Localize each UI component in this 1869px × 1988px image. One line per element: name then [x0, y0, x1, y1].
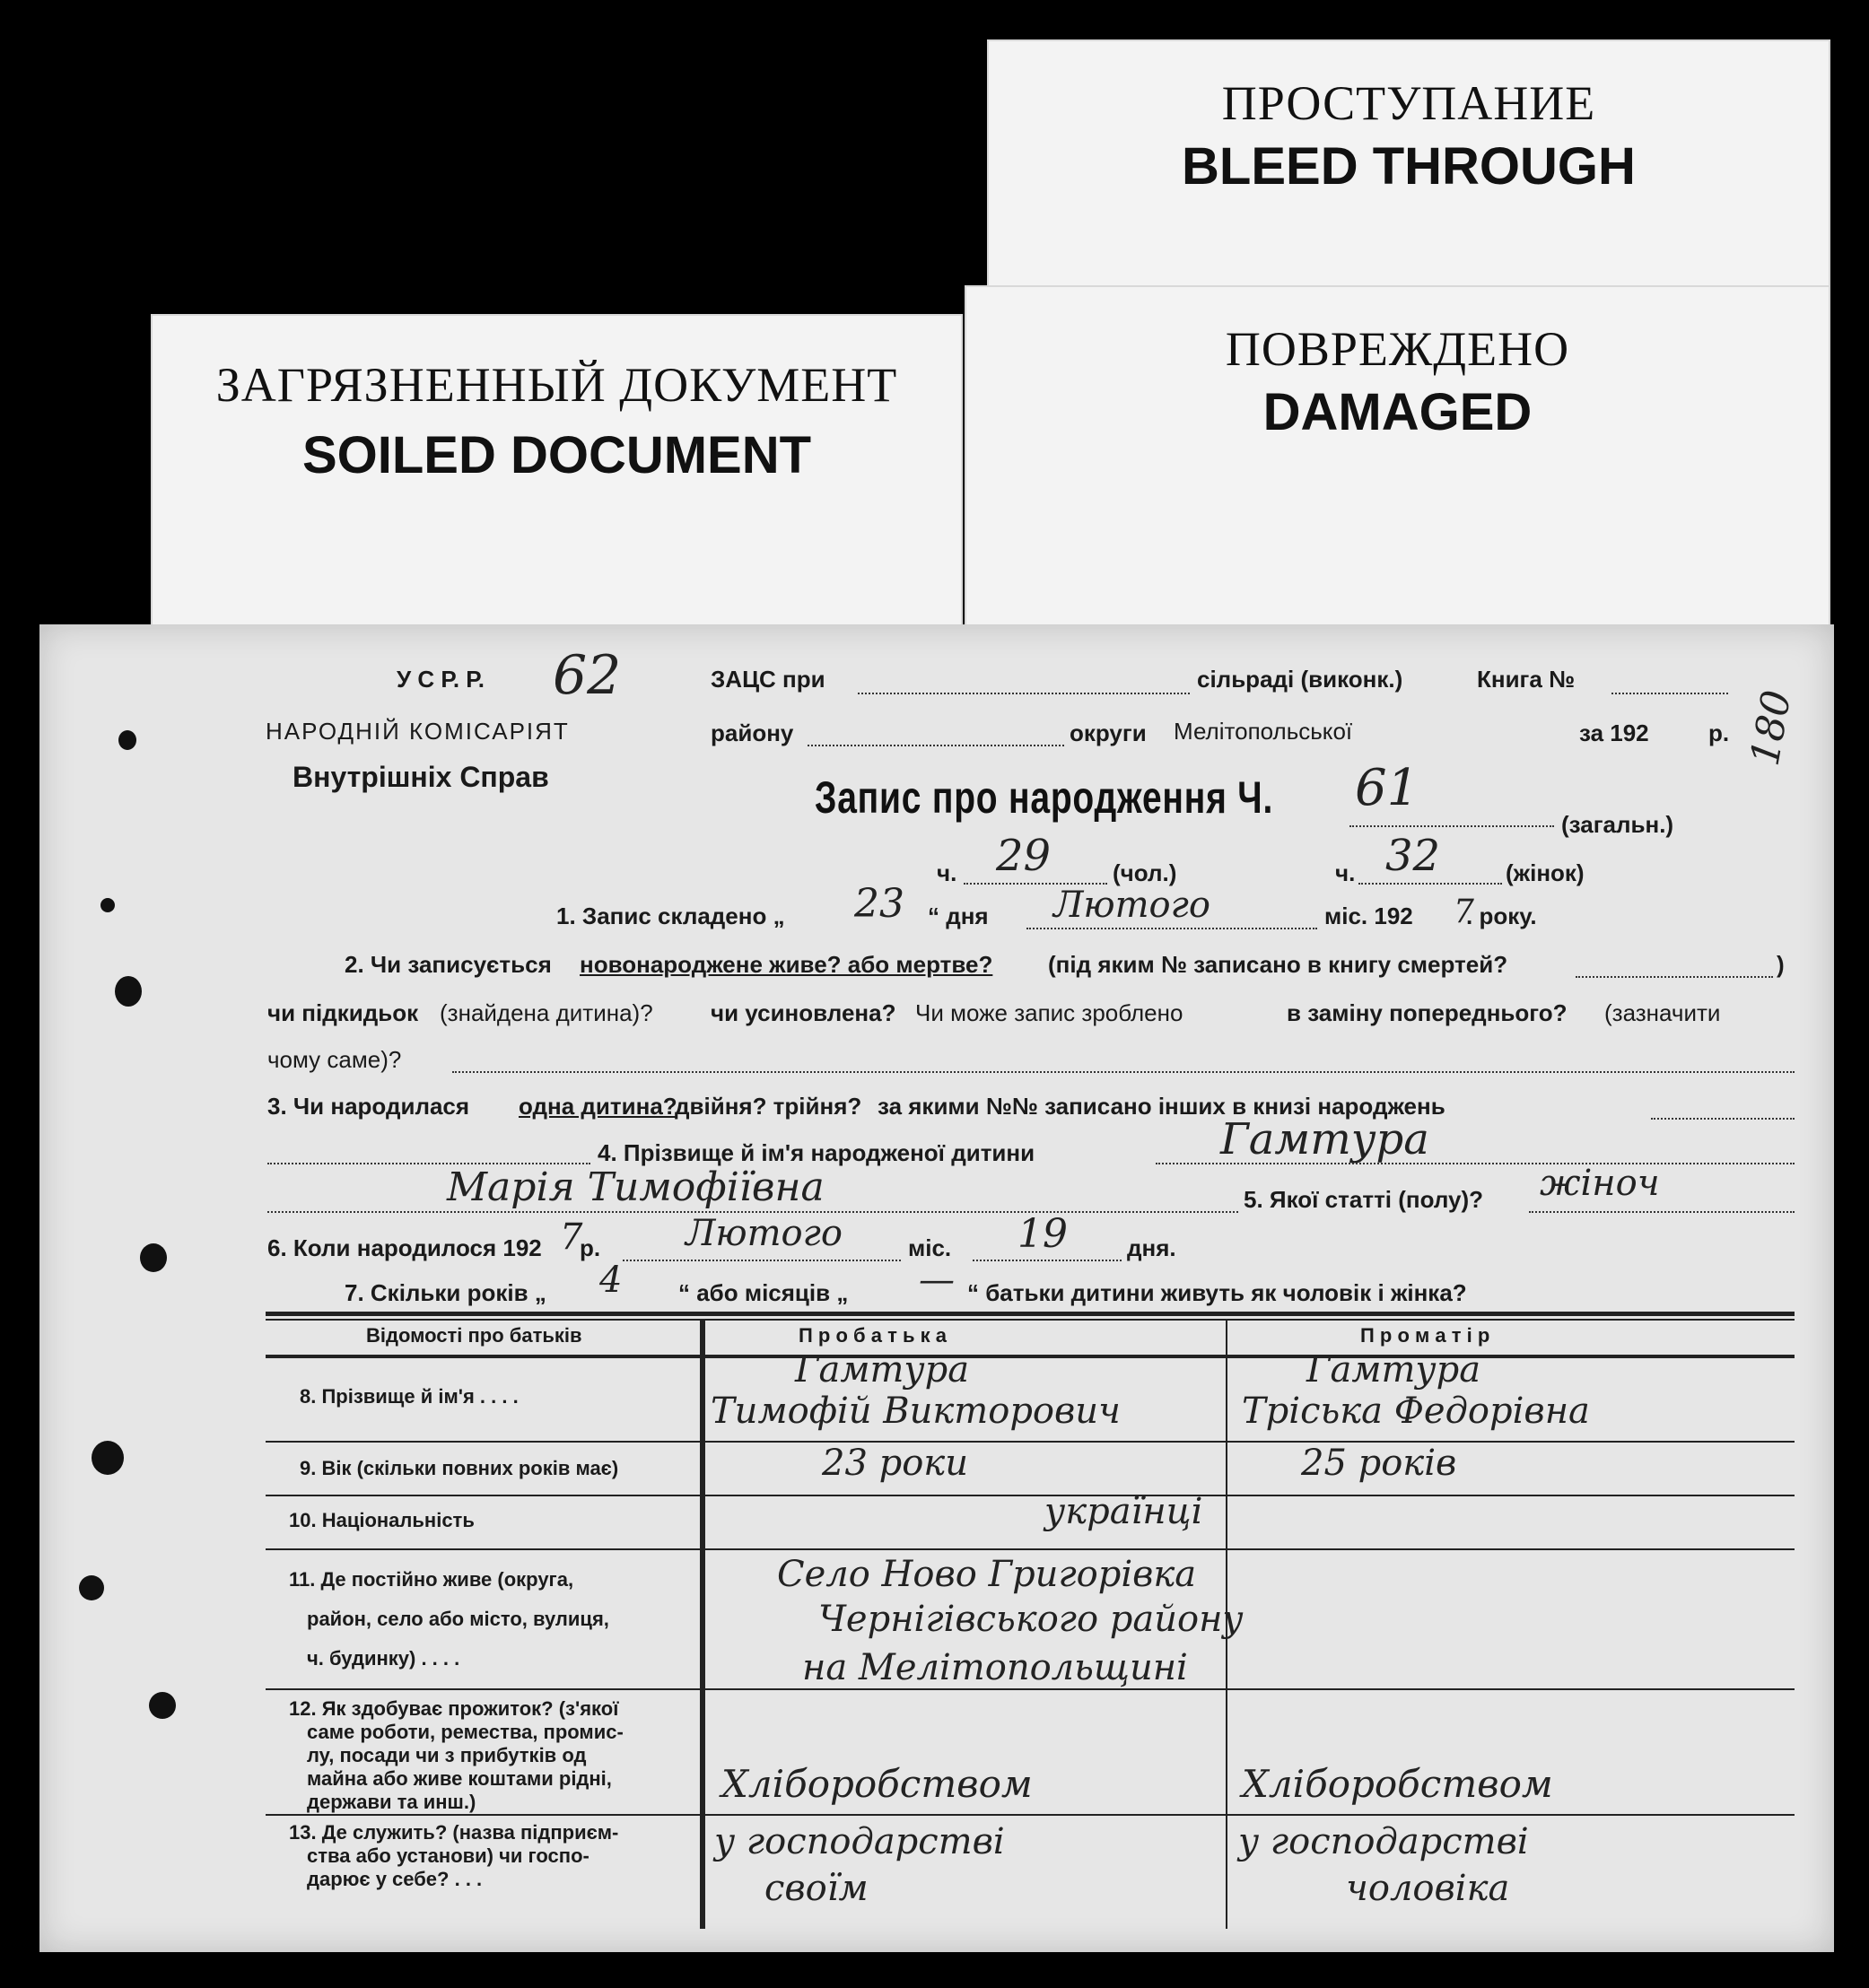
- commissariat-label: НАРОДНІЙ КОМІСАРІЯТ: [266, 718, 570, 745]
- row11-label-2: район, село або місто, вулиця,: [307, 1608, 609, 1630]
- father-age: 23 роки: [822, 1443, 968, 1484]
- table-row-rule: [266, 1814, 1795, 1816]
- q3-single: одна дитина?: [519, 1093, 677, 1120]
- row9-label: 9. Вік (скільки повних років має): [300, 1457, 619, 1479]
- father-workplace-1: у господарстві: [714, 1821, 1005, 1862]
- ussr-label: У С Р. Р.: [397, 666, 485, 693]
- q2-prefix: 2. Чи записується: [345, 951, 552, 978]
- table-row-rule: [266, 1688, 1795, 1690]
- table-col-rule: [700, 1319, 705, 1929]
- father-surname: Гамтура: [795, 1349, 970, 1391]
- row13-label-1: 13. Де служить? (назва підприєм-: [289, 1821, 619, 1844]
- residence-line-2: Чернігівського району: [818, 1599, 1244, 1640]
- row12-label-4: майна або живе коштами рідні,: [307, 1767, 612, 1790]
- q2-why: чому саме)?: [267, 1046, 402, 1073]
- dotted-line: [858, 693, 1190, 694]
- dotted-line: [808, 745, 1064, 746]
- q2-found-child: (знайдена дитина)?: [440, 999, 653, 1026]
- table-head-info: Відомості про батьків: [366, 1324, 582, 1347]
- bleed-through-label: [987, 39, 1830, 309]
- child-name: Марія Тимофіївна: [447, 1164, 825, 1210]
- general-label: (загальн.): [1561, 811, 1674, 838]
- record-title: Запис про народження Ч.: [815, 772, 1274, 823]
- row12-label-3: лу, посади чи з прибутків од: [307, 1744, 587, 1766]
- q5-label: 5. Якої статті (полу)?: [1244, 1186, 1484, 1213]
- binder-hole: [79, 1575, 104, 1600]
- q1-prefix: 1. Запис складено „: [556, 902, 785, 929]
- q1-mid: “ дня: [928, 902, 989, 929]
- dotted-line: [623, 1260, 901, 1261]
- table-top-rule: [266, 1312, 1795, 1316]
- silradi-label: сільраді (виконк.): [1197, 666, 1403, 693]
- q1-year-digit: 7: [1454, 894, 1474, 930]
- table-top-rule-2: [266, 1319, 1795, 1321]
- internal-affairs-label: Внутрішніх Справ: [293, 761, 549, 793]
- dotted-line: [1576, 976, 1773, 978]
- damaged-label-ru: ПОВРЕЖДЕНО: [1225, 322, 1570, 376]
- binder-hole: [115, 976, 142, 1007]
- q7-months-label: “ або місяців „: [678, 1279, 849, 1306]
- male-ch-label: ч.: [937, 859, 957, 886]
- female-count: 32: [1385, 831, 1441, 881]
- q6-prefix: 6. Коли народилося 192: [267, 1234, 542, 1261]
- q3-twins: двійня? трійня?: [675, 1093, 862, 1120]
- q4-label: 4. Прізвище й ім'я народженої дитини: [598, 1139, 1035, 1166]
- birth-month: Лютого: [686, 1213, 843, 1254]
- q1-month: Лютого: [1053, 885, 1210, 926]
- table-row-rule: [266, 1441, 1795, 1443]
- table-row-rule: [266, 1495, 1795, 1496]
- father-workplace-2: своїм: [764, 1868, 869, 1909]
- dotted-line: [1651, 1118, 1795, 1120]
- table-head-father: П р о б а т ь к а: [799, 1324, 947, 1347]
- soiled-label-en: SOILED DOCUMENT: [301, 426, 812, 484]
- years-together: 4: [599, 1260, 623, 1301]
- table-row-rule: [266, 1548, 1795, 1550]
- male-count: 29: [996, 831, 1052, 881]
- q2-paren: ): [1777, 951, 1785, 978]
- dotted-line: [1529, 1211, 1795, 1213]
- dotted-line: [973, 1260, 1122, 1261]
- soiled-document-label: [151, 314, 963, 632]
- father-name: Тимофій Викторович: [711, 1391, 1121, 1432]
- okrug-value: Мелітопольської: [1174, 718, 1353, 745]
- record-number: 61: [1355, 759, 1419, 817]
- q2-replacement: в заміну попереднього?: [1287, 999, 1568, 1026]
- nationality: українці: [1044, 1491, 1203, 1532]
- q6-mis: міс.: [908, 1234, 952, 1261]
- mother-livelihood: Хліборобством: [1242, 1762, 1553, 1806]
- mother-workplace-1: у господарстві: [1238, 1821, 1529, 1862]
- birth-record-form: [39, 624, 1834, 1952]
- mother-surname: Гамтура: [1306, 1349, 1481, 1391]
- soiled-label-ru: ЗАГРЯЗНЕННЫЙ ДОКУМЕНТ: [215, 358, 898, 412]
- male-label: (чол.): [1113, 859, 1177, 886]
- binder-hole: [100, 898, 115, 912]
- q2-foundling: чи підкидьок: [267, 999, 419, 1026]
- year-suffix: р.: [1708, 719, 1730, 746]
- birth-day: 19: [1017, 1211, 1068, 1257]
- raion-label: району: [711, 719, 794, 746]
- child-surname: Гамтура: [1220, 1114, 1429, 1164]
- okrug-label: округи: [1070, 719, 1147, 746]
- q6-dnya: дня.: [1127, 1234, 1176, 1261]
- dotted-line: [1349, 825, 1554, 827]
- year-prefix: за 192: [1579, 719, 1649, 746]
- q1-day: 23: [854, 881, 904, 927]
- q1-mis: міс. 192: [1324, 902, 1413, 929]
- mother-age: 25 років: [1301, 1443, 1457, 1484]
- row13-label-2: ства або установи) чи госпо-: [307, 1844, 590, 1867]
- q6-r: р.: [580, 1234, 601, 1261]
- dotted-line: [452, 1071, 1795, 1073]
- book-label: Книга №: [1477, 666, 1576, 693]
- damaged-label: [965, 285, 1830, 626]
- q7-prefix: 7. Скільки років „: [345, 1279, 546, 1306]
- margin-note: 180: [1742, 686, 1801, 770]
- binder-hole: [149, 1692, 176, 1719]
- dotted-line: [1156, 1163, 1795, 1164]
- row13-label-3: дарює у себе? . . .: [307, 1868, 483, 1890]
- dotted-line: [1611, 693, 1728, 694]
- child-sex: жіноч: [1540, 1163, 1660, 1204]
- q3-records: за якими №№ записано інших в книзі народжень: [878, 1093, 1445, 1120]
- dotted-line: [1358, 883, 1502, 885]
- zags-label: ЗАЦС при: [711, 666, 825, 693]
- q2-adopted: чи усиновлена?: [711, 999, 896, 1026]
- q2-alive-or-dead: новонароджене живе? або мертве?: [580, 951, 993, 978]
- row11-label-3: ч. будинку) . . . .: [307, 1647, 460, 1670]
- q2-death-book: (під яким № записано в книгу смертей?: [1048, 951, 1508, 978]
- damaged-label-en: DAMAGED: [1262, 383, 1533, 441]
- row10-label: 10. Національність: [289, 1509, 475, 1531]
- binder-hole: [140, 1243, 167, 1272]
- binder-hole: [92, 1441, 124, 1475]
- dotted-line: [1026, 928, 1317, 929]
- q2-specify: (зазначити: [1604, 999, 1721, 1026]
- stamp-number: 62: [553, 644, 622, 707]
- q7-suffix: “ батьки дитини живуть як чоловік і жінка?: [967, 1279, 1467, 1306]
- bleed-label-ru: ПРОСТУПАНИЕ: [1221, 76, 1596, 130]
- row8-label: 8. Прізвище й ім'я . . . .: [300, 1385, 519, 1408]
- row12-label-5: держави та инш.): [307, 1791, 476, 1813]
- female-ch-label: ч.: [1335, 859, 1356, 886]
- q3-prefix: 3. Чи народилася: [267, 1093, 470, 1120]
- residence-line-3: на Мелітопольщині: [802, 1647, 1188, 1688]
- row12-label-2: саме роботи, ремества, промис-: [307, 1721, 624, 1743]
- residence-line-1: Село Ново Григорівка: [777, 1554, 1197, 1595]
- table-head-rule: [266, 1355, 1795, 1358]
- row12-label-1: 12. Як здобуває прожиток? (з'якої: [289, 1697, 619, 1720]
- father-livelihood: Хліборобством: [721, 1762, 1033, 1806]
- row11-label-1: 11. Де постійно живе (округа,: [289, 1568, 574, 1591]
- bleed-label-en: BLEED THROUGH: [1182, 137, 1636, 196]
- binder-hole: [118, 730, 136, 750]
- mother-name: Тріська Федорівна: [1242, 1391, 1590, 1432]
- table-head-mother: П р о м а т і р: [1360, 1324, 1490, 1347]
- q2-replacement-q: Чи може запис зроблено: [915, 999, 1183, 1026]
- q1-suffix: . року.: [1466, 902, 1537, 929]
- q6-year-digit: 7: [560, 1216, 583, 1258]
- months-together: —: [919, 1260, 955, 1301]
- mother-workplace-2: чоловіка: [1346, 1868, 1510, 1909]
- female-label: (жінок): [1506, 859, 1585, 886]
